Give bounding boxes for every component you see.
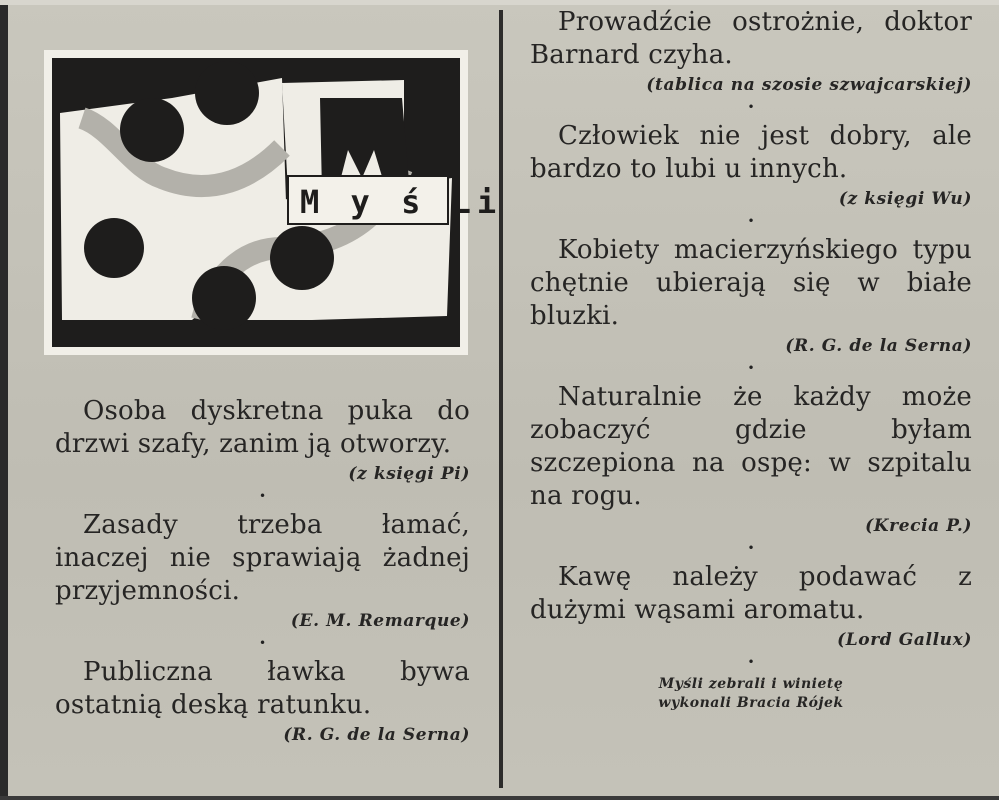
separator-dot: • <box>747 541 755 555</box>
aphorism-source: (z księgi Pi) <box>348 464 470 484</box>
aphorism-source: (z księgi Wu) <box>838 189 972 209</box>
separator-dot: • <box>747 361 755 375</box>
aphorism-source: (Krecia P.) <box>865 516 972 536</box>
aphorism-entry <box>530 120 972 210</box>
separator-dot: • <box>747 100 755 114</box>
aphorism-entry <box>55 656 470 746</box>
vignette-graphic <box>52 58 503 347</box>
right-column <box>530 6 972 713</box>
separator-dot: • <box>258 636 267 650</box>
aphorism-source: (E. M. Remarque) <box>290 611 470 631</box>
credit-line-2: wykonali Bracia Rójek <box>658 695 844 711</box>
aphorism-source: (tablica na szosie szwajcarskiej) <box>646 75 972 95</box>
aphorism-text: Prowadźcie ostrożnie, doktor Barnard czyha. <box>530 7 972 70</box>
left-column <box>55 395 470 746</box>
aphorism-text: Zasady trzeba łamać, inaczej nie sprawiają żadnej przyjemności. <box>55 510 470 606</box>
separator-dot: • <box>258 489 267 503</box>
separator-dot: • <box>747 655 755 669</box>
aphorism-text: Osoba dyskretna puka do drzwi szafy, zanim ją otworzy. <box>55 396 470 459</box>
separator-dot: • <box>747 214 755 228</box>
aphorism-entry <box>55 509 470 632</box>
aphorism-entry <box>530 6 972 96</box>
aphorism-text: Człowiek nie jest dobry, ale bardzo to lubi u innych. <box>530 121 972 184</box>
aphorism-source: (Lord Gallux) <box>837 630 972 650</box>
aphorism-text: Naturalnie że każdy może zobaczyć gdzie byłam szczepiona na ospę: w szpitalu na rogu. <box>530 382 972 511</box>
page-edge-top <box>0 0 999 5</box>
page-edge-bottom <box>0 796 999 800</box>
aphorism-text: Kobiety macierzyńskiego typu chętnie ubierają się w białe bluzki. <box>530 235 972 331</box>
aphorism-entry <box>55 395 470 485</box>
aphorism-source: (R. G. de la Serna) <box>283 725 470 745</box>
credit-line-1: Myśli zebrali i winietę <box>658 676 844 692</box>
aphorism-entry <box>530 381 972 537</box>
aphorism-source: (R. G. de la Serna) <box>785 336 972 356</box>
aphorism-text: Publiczna ławka bywa ostatnią deską ratunku. <box>55 657 470 720</box>
aphorism-entry <box>530 234 972 357</box>
page-edge-left <box>0 0 8 800</box>
aphorism-entry <box>530 561 972 651</box>
svg-text:M y ś Li: M y ś Li <box>300 183 503 221</box>
mysli-vignette-illustration <box>44 50 503 355</box>
column-divider <box>499 10 503 788</box>
aphorism-text: Kawę należy podawać z dużymi wąsami aromatu. <box>530 562 972 625</box>
credit-line <box>530 675 972 713</box>
